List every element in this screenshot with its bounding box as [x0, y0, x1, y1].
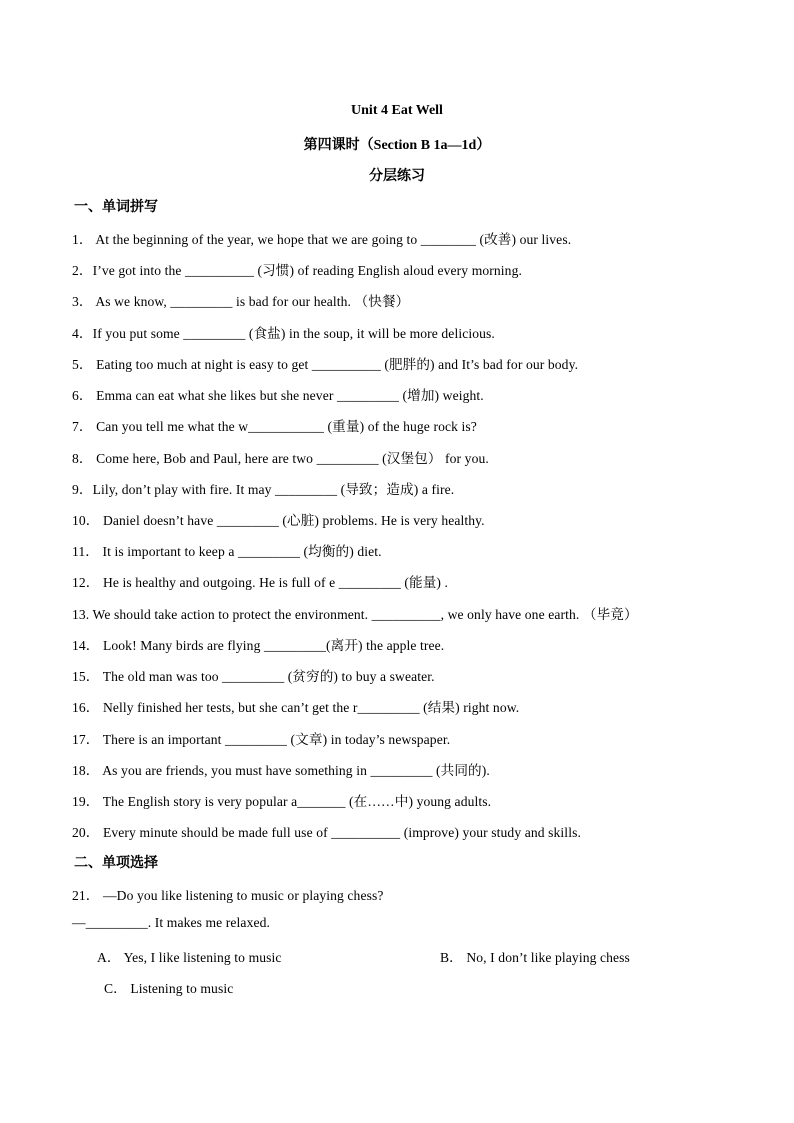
question-21-option-c: C． Listening to music: [104, 981, 234, 996]
section-heading-choice: 二、单项选择: [74, 856, 158, 871]
question-19: 19． The English story is very popular a_______ (在……中) young adults.: [72, 794, 492, 809]
question-2: 2．I’ve got into the __________ (习惯) of reading English aloud every morning.: [72, 263, 522, 278]
question-18: 18． As you are friends, you must have something in _________ (共同的).: [72, 763, 490, 778]
question-9: 9．Lily, don’t play with fire. It may _________ (导致；造成) a fire.: [72, 482, 455, 497]
question-10: 10． Daniel doesn’t have _________ (心脏) problems. He is very healthy.: [72, 513, 485, 528]
question-14: 14． Look! Many birds are flying _________(离开) the apple tree.: [72, 638, 445, 653]
question-11: 11． It is important to keep a _________ (均衡的) diet.: [72, 544, 382, 559]
question-4: 4．If you put some _________ (食盐) in the soup, it will be more delicious.: [72, 326, 495, 341]
question-21-option-b: B． No, I don’t like playing chess: [440, 950, 630, 965]
question-13: 13. We should take action to protect the environment. __________, we only have one earth. （毕竟）: [72, 607, 638, 622]
question-16: 16． Nelly finished her tests, but she can’t get the r_________ (结果) right now.: [72, 700, 520, 715]
question-12: 12． He is healthy and outgoing. He is full of e _________ (能量) .: [72, 575, 449, 590]
section-heading-spelling: 一、单词拼写: [74, 200, 158, 215]
question-6: 6． Emma can eat what she likes but she never _________ (增加) weight.: [72, 388, 484, 403]
question-17: 17． There is an important _________ (文章) in today’s newspaper.: [72, 732, 451, 747]
lesson-title: 第四课时（Section B 1a—1d）: [303, 138, 491, 153]
question-15: 15． The old man was too _________ (贫穷的) to buy a sweater.: [72, 669, 435, 684]
question-20: 20． Every minute should be made full use of __________ (improve) your study and skills.: [72, 825, 581, 840]
question-8: 8． Come here, Bob and Paul, here are two _________ (汉堡包） for you.: [72, 451, 489, 466]
unit-title: Unit 4 Eat Well: [351, 103, 443, 118]
question-3: 3． As we know, _________ is bad for our health. （快餐）: [72, 294, 410, 309]
question-21-option-a: A． Yes, I like listening to music: [97, 950, 282, 965]
question-1: 1． At the beginning of the year, we hope that we are going to ________ (改善) our lives.: [72, 232, 572, 247]
question-21-reply: —_________. It makes me relaxed.: [72, 915, 270, 930]
question-7: 7． Can you tell me what the w___________ (重量) of the huge rock is?: [72, 419, 477, 434]
question-21-stem: 21． —Do you like listening to music or playing chess?: [72, 888, 384, 903]
question-5: 5． Eating too much at night is easy to get __________ (肥胖的) and It’s bad for our body.: [72, 357, 579, 372]
practice-title: 分层练习: [369, 169, 425, 184]
